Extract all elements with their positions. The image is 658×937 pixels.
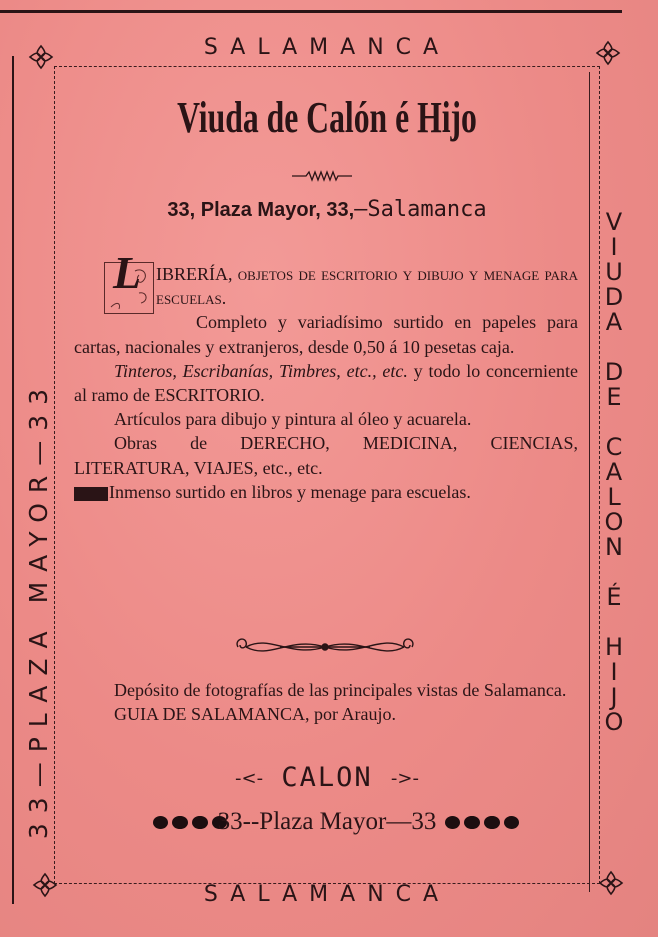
bottom-address-line <box>60 808 594 837</box>
paragraph-surtido <box>74 480 578 504</box>
side-text-left: 33—PLAZA MAYOR—33 <box>24 378 53 840</box>
address-line <box>60 196 594 222</box>
paragraph-dibujo: Artículos para dibujo y pintura al óleo y acuarela. <box>114 409 472 430</box>
guia-line: GUIA DE SALAMANCA, por Araujo. <box>114 704 396 725</box>
dots-cluster-icon <box>151 809 211 837</box>
left-arrow-ornament-icon: -<- <box>235 768 264 789</box>
pointing-hand-icon <box>74 487 108 501</box>
paragraph-libreria-text: IBRERÍA, objetos de escritorio y dibujo y menage para escuelas. <box>156 264 578 309</box>
address-city: —Salamanca <box>354 197 487 222</box>
tinteros-italic: Tinteros, Escribanías, Timbres, etc., etc. <box>114 360 408 381</box>
city-footer: SALAMANCA <box>203 882 451 907</box>
dots-cluster-icon <box>443 809 503 837</box>
corner-ornament-icon <box>26 42 56 72</box>
body-text <box>74 247 578 504</box>
paragraph-obras: Obras de DERECHO, MEDICINA, CIENCIAS, LITERATURA, VIAJES, etc., etc. <box>74 433 578 478</box>
dropcap-letter: L <box>113 247 142 298</box>
scroll-divider-icon <box>230 628 420 666</box>
brand-line <box>60 762 594 793</box>
tinteros-rest: y todo lo concerniente al ramo de ESCRITORIO. <box>74 360 578 406</box>
side-text-right: VIUDA DE CALON É HIJO <box>600 207 628 733</box>
firm-name: Viuda de Calón é Hijo <box>177 93 477 142</box>
surtido-text: Inmenso surtido en libros y menage para escuelas. <box>109 481 471 502</box>
city-header: SALAMANCA <box>203 35 451 60</box>
dropcap <box>104 247 154 314</box>
corner-ornament-icon <box>596 868 626 898</box>
squiggle-ornament-icon <box>292 170 352 182</box>
paragraph-papeles: Completo y variadísimo surtido en papeles para cartas, nacionales y extranjeros, desde 0,50 á 10 pesetas caja. <box>74 312 578 357</box>
brand-name: CALON <box>281 762 373 793</box>
top-rule <box>0 10 622 13</box>
address-street: 33, Plaza Mayor, 33, <box>167 199 355 221</box>
bottom-address: 33--Plaza Mayor—33 <box>217 808 437 835</box>
left-rule <box>12 56 14 904</box>
paragraph-tinteros <box>74 359 578 407</box>
deposit-line: Depósito de fotografías de las principales vistas de Salamanca. <box>114 680 567 700</box>
deposit-text <box>74 678 578 726</box>
right-arrow-ornament-icon: ->- <box>390 768 419 789</box>
